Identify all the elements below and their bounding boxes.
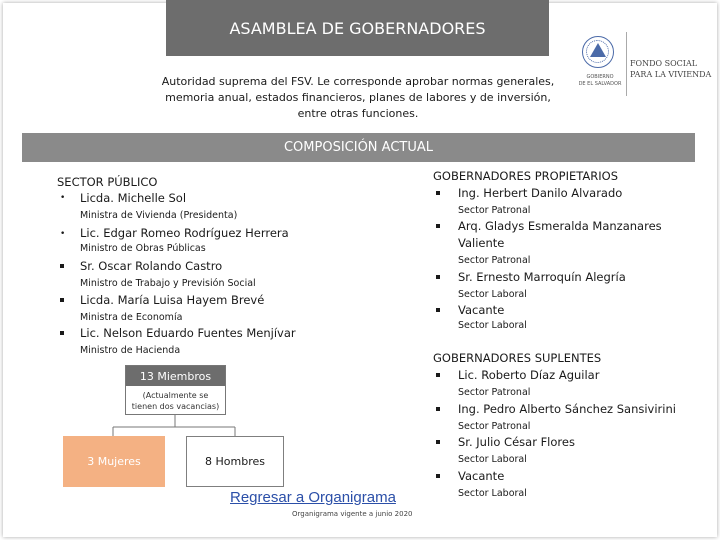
alternate-name: Sr. Julio César Flores [458,435,575,449]
vacancy-note-line: (Actualmente se [142,391,209,400]
section-title: COMPOSICIÓN ACTUAL [283,140,434,155]
alternates-heading: GOBERNADORES SUPLENTES [433,351,602,365]
owner-name: Arq. Gladys Esmeralda Manzanares [458,219,662,233]
description-line: memoria anual, estados financieros, planes de labores y de inversión, [165,91,551,104]
government-line: DE EL SALVADOR [578,81,622,87]
square-bullet-icon [436,474,440,478]
owner-sector: Sector Laboral [458,289,527,300]
public-member-role: Ministra de Vivienda (Presidenta) [80,210,238,221]
organization-line: PARA LA VIVIENDA [630,70,712,79]
public-member-role: Ministro de Obras Públicas [80,243,206,254]
women-count-label: 3 Mujeres [87,455,141,468]
alternate-name: Lic. Roberto Díaz Aguilar [458,368,600,382]
vacancy-note-line: tienen dos vacancias) [131,402,220,411]
square-bullet-icon [436,191,440,195]
square-bullet-icon [436,407,440,411]
description-line: entre otras funciones. [297,107,419,120]
organization-line: FONDO SOCIAL [630,59,698,68]
owner-sector: Sector Patronal [458,205,531,216]
women-count-box [63,436,165,487]
men-count-box [186,436,284,487]
men-count-label: 8 Hombres [205,455,265,468]
owner-name: Ing. Herbert Danilo Alvarado [458,186,623,200]
owners-heading: GOBERNADORES PROPIETARIOS [433,169,618,183]
public-member-name: Licda. Michelle Sol [80,191,187,205]
public-member-role: Ministro de Hacienda [80,345,181,356]
square-bullet-icon [436,373,440,377]
owner-sector: Sector Laboral [458,320,527,331]
owner-name: Sr. Ernesto Marroquín Alegría [458,270,626,284]
alternate-sector: Sector Patronal [458,387,531,398]
square-bullet-icon [436,275,440,279]
bullet: • [60,193,66,203]
validity-footnote: Organigrama vigente a junio 2020 [292,510,413,518]
description-line: Autoridad suprema del FSV. Le corresponde aprobar normas generales, [161,75,555,88]
square-bullet-icon [436,224,440,228]
alternate-sector: Sector Laboral [458,454,527,465]
square-bullet-icon [436,440,440,444]
bullet: • [60,229,66,239]
alternate-name: Ing. Pedro Alberto Sánchez Sansivirini [458,402,676,416]
page-title-text: ASAMBLEA DE GOBERNADORES [229,18,486,38]
alternate-name: Vacante [458,469,505,483]
alternate-sector: Sector Laboral [458,488,527,499]
members-count-label: 13 Miembros [126,366,225,386]
square-bullet-icon [436,308,440,312]
public-member-name: Sr. Oscar Rolando Castro [80,259,223,273]
public-member-role: Ministra de Economía [80,312,183,323]
government-line: GOBIERNO [586,74,614,80]
public-member-name: Lic. Edgar Romeo Rodríguez Herrera [80,226,289,240]
public-member-name: Lic. Nelson Eduardo Fuentes Menjívar [80,326,296,340]
owner-name-continued: Valiente [458,236,505,250]
alternate-sector: Sector Patronal [458,421,531,432]
public-sector-heading: SECTOR PÚBLICO [57,175,158,189]
back-to-org-chart-link[interactable]: Regresar a Organigrama [230,489,396,506]
owner-name: Vacante [458,303,505,317]
public-member-role: Ministro de Trabajo y Previsión Social [80,278,256,289]
public-member-name: Licda. María Luisa Hayem Brevé [80,293,265,307]
owner-sector: Sector Patronal [458,255,531,266]
